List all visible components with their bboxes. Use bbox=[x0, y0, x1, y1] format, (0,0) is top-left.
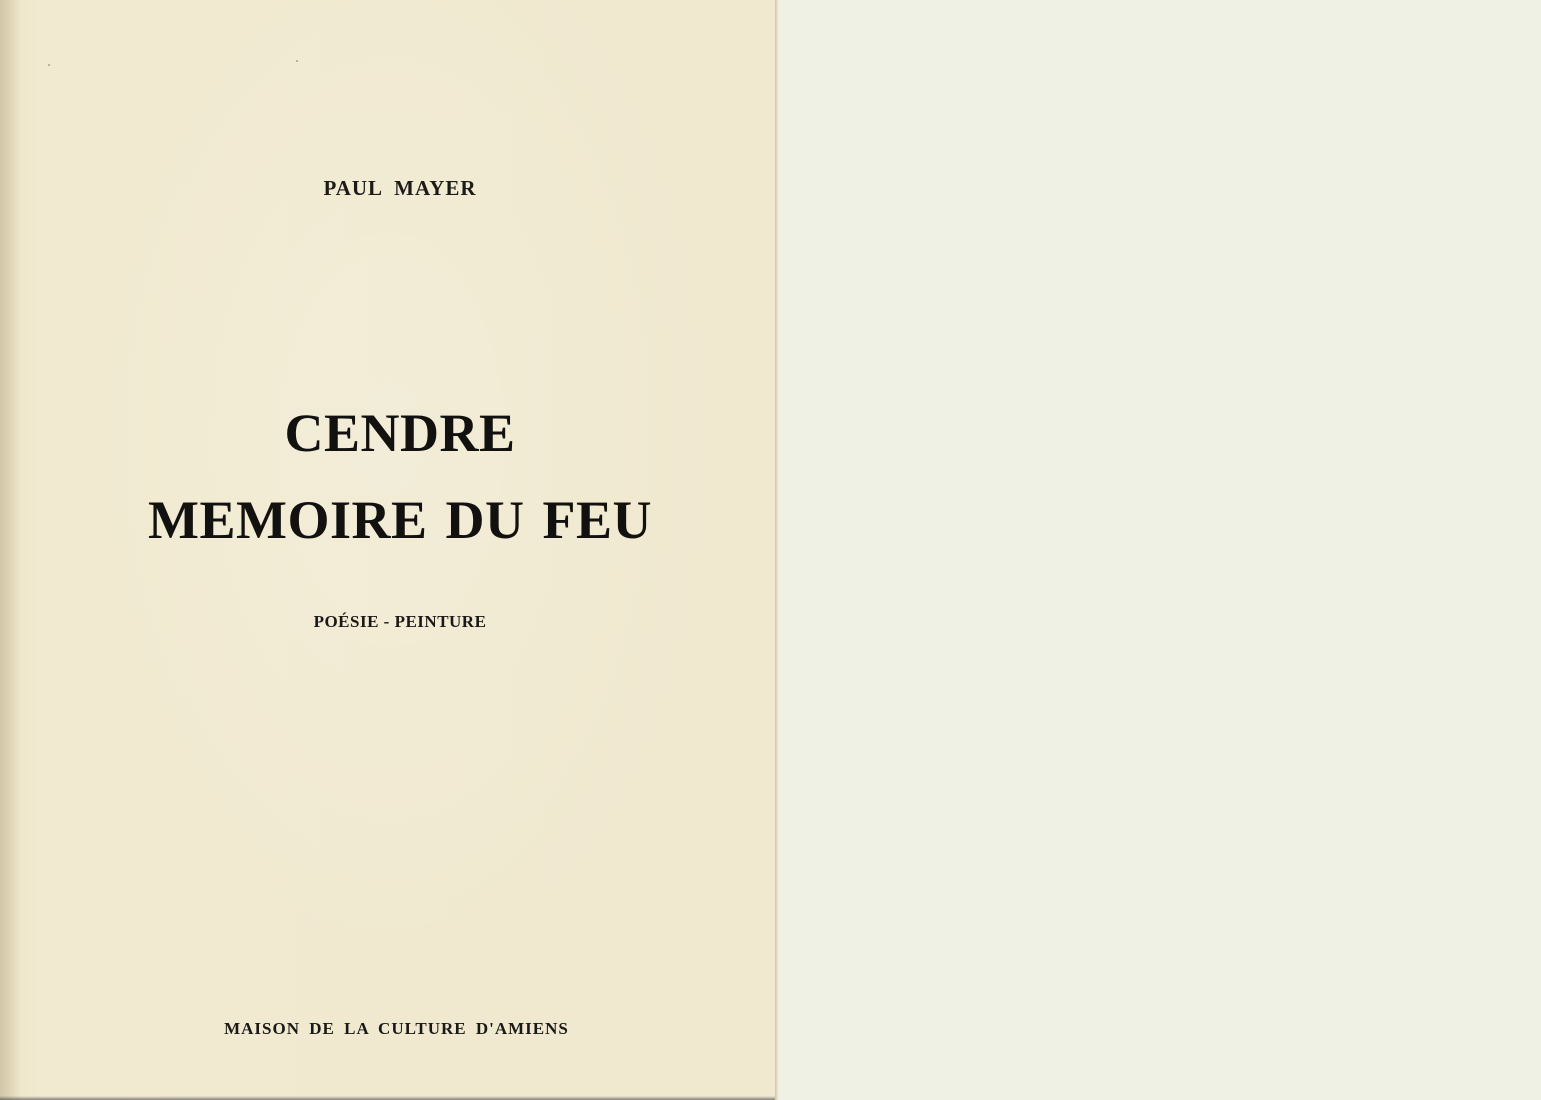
book-title-line-2: MEMOIRE DU FEU bbox=[148, 490, 652, 550]
paper-speck bbox=[296, 60, 298, 62]
cover-edge bbox=[775, 0, 778, 1100]
publisher-name: MAISON DE LA CULTURE D'AMIENS bbox=[224, 1019, 569, 1038]
book-title-line-1: CENDRE bbox=[284, 403, 516, 463]
paper-speck bbox=[48, 64, 50, 66]
book-subtitle: POÉSIE - PEINTURE bbox=[313, 612, 487, 631]
author-name: PAUL MAYER bbox=[323, 176, 477, 200]
